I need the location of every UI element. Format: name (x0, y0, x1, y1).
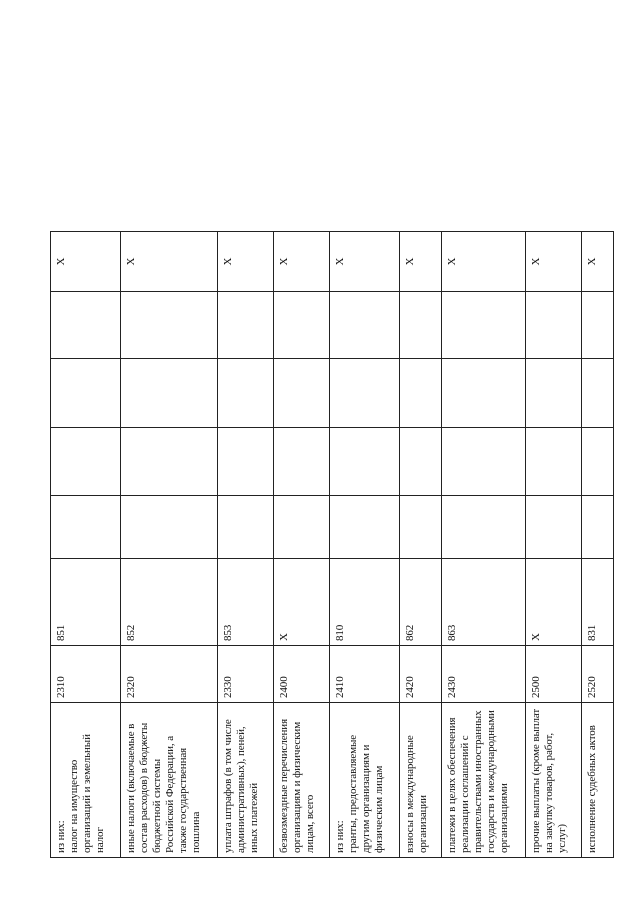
row-label-line: правительствами иностранных (472, 710, 484, 853)
row-x-mark: X (330, 232, 400, 292)
empty-cell (330, 292, 400, 359)
row-label-line: государств и международными (485, 710, 497, 853)
row-kosgu-code: 853 (218, 559, 274, 646)
table-row (582, 232, 614, 858)
row-label-line: взносы в международные (404, 735, 416, 853)
empty-cell (121, 496, 218, 559)
empty-cell (121, 359, 218, 428)
row-kosgu-code: 852 (121, 559, 218, 646)
row-x-mark: X (582, 232, 614, 292)
row-code: 2330 (218, 646, 274, 703)
row-label-line: лицам, всего (304, 794, 316, 853)
row-label-line: организациям и физическим (291, 721, 303, 853)
row-label-line: из них: (334, 820, 346, 853)
table-row (330, 232, 400, 858)
row-kosgu-code: 863 (442, 559, 526, 646)
row-x-mark: X (442, 232, 526, 292)
empty-cell (442, 292, 526, 359)
row-label-line: платежи в целях обеспечения (446, 717, 458, 853)
row-label-line: безвозмездные перечисления (278, 718, 290, 853)
row-label-line: на закупку товаров, работ, (543, 732, 555, 853)
row-label-line: прочие выплаты (кроме выплат (530, 708, 542, 853)
row-kosgu-code: 851 (51, 559, 121, 646)
table-row (218, 232, 274, 858)
row-kosgu-code: 810 (330, 559, 400, 646)
row-code: 2500 (526, 646, 582, 703)
row-code: 2430 (442, 646, 526, 703)
empty-cell (582, 428, 614, 496)
empty-cell (526, 428, 582, 496)
empty-cell (51, 428, 121, 496)
row-x-mark: X (526, 232, 582, 292)
empty-cell (51, 359, 121, 428)
row-label-line: организаций и земельный (81, 734, 93, 853)
empty-cell (51, 292, 121, 359)
row-label-line: налог на имущество (68, 759, 80, 853)
row-code: 2520 (582, 646, 614, 703)
empty-cell (582, 292, 614, 359)
row-label (51, 703, 121, 858)
empty-cell (400, 428, 442, 496)
row-label (218, 703, 274, 858)
table-row (274, 232, 330, 858)
row-label (526, 703, 582, 858)
table-row (51, 232, 121, 858)
empty-cell (442, 428, 526, 496)
table-row (526, 232, 582, 858)
empty-cell (582, 496, 614, 559)
row-label (442, 703, 526, 858)
table-row (121, 232, 218, 858)
row-label (582, 703, 614, 858)
row-label-line: реализации соглашений с (459, 735, 471, 853)
table-row (442, 232, 526, 858)
empty-cell (121, 428, 218, 496)
table-body (51, 232, 614, 858)
empty-cell (526, 359, 582, 428)
row-label-line: уплата штрафов (в том числе (222, 719, 234, 853)
row-label-line: из них: (55, 820, 67, 853)
row-label-line: пошлина (190, 811, 202, 853)
row-label (400, 703, 442, 858)
row-label-line: гранты, предоставляемые (347, 734, 359, 853)
row-code: 2400 (274, 646, 330, 703)
row-label-line: организации (417, 795, 429, 853)
row-code: 2410 (330, 646, 400, 703)
row-label-line: иные налоги (включаемые в (125, 723, 137, 853)
empty-cell (330, 496, 400, 559)
row-x-mark: X (400, 232, 442, 292)
row-label (330, 703, 400, 858)
empty-cell (442, 359, 526, 428)
empty-cell (218, 292, 274, 359)
empty-cell (400, 359, 442, 428)
row-label-line: исполнение судебных актов (586, 725, 598, 853)
budget-table (50, 231, 614, 858)
empty-cell (121, 292, 218, 359)
empty-cell (218, 428, 274, 496)
row-label-line: другим организациям и (360, 744, 372, 853)
empty-cell (274, 428, 330, 496)
row-x-mark: X (121, 232, 218, 292)
empty-cell (218, 359, 274, 428)
row-x-mark: X (51, 232, 121, 292)
row-code: 2310 (51, 646, 121, 703)
row-label-line: налог (94, 827, 106, 853)
row-kosgu-code: 831 (582, 559, 614, 646)
row-label-line: административных), пеней, (235, 726, 247, 853)
row-kosgu-code: X (526, 559, 582, 646)
row-label-line: состав расходов) в бюджеты (138, 722, 150, 853)
empty-cell (330, 428, 400, 496)
empty-cell (400, 496, 442, 559)
row-label-line: бюджетной системы (151, 758, 163, 853)
row-label-line: услуг) (556, 824, 568, 853)
row-x-mark: X (218, 232, 274, 292)
empty-cell (526, 496, 582, 559)
row-label-line: Российской Федерации, а (164, 736, 176, 853)
row-x-mark: X (274, 232, 330, 292)
empty-cell (274, 359, 330, 428)
empty-cell (51, 496, 121, 559)
row-label (274, 703, 330, 858)
empty-cell (526, 292, 582, 359)
empty-cell (274, 292, 330, 359)
row-label-line: физическим лицам (373, 765, 385, 853)
empty-cell (218, 496, 274, 559)
empty-cell (582, 359, 614, 428)
empty-cell (330, 359, 400, 428)
empty-cell (274, 496, 330, 559)
row-code: 2420 (400, 646, 442, 703)
row-label (121, 703, 218, 858)
table-row (400, 232, 442, 858)
empty-cell (442, 496, 526, 559)
row-label-line: иных платежей (248, 782, 260, 853)
rotated-page (50, 232, 598, 858)
row-code: 2320 (121, 646, 218, 703)
empty-cell (400, 292, 442, 359)
row-label-line: организациями (498, 783, 510, 853)
row-kosgu-code: X (274, 559, 330, 646)
row-label-line: также государственная (177, 747, 189, 853)
row-kosgu-code: 862 (400, 559, 442, 646)
